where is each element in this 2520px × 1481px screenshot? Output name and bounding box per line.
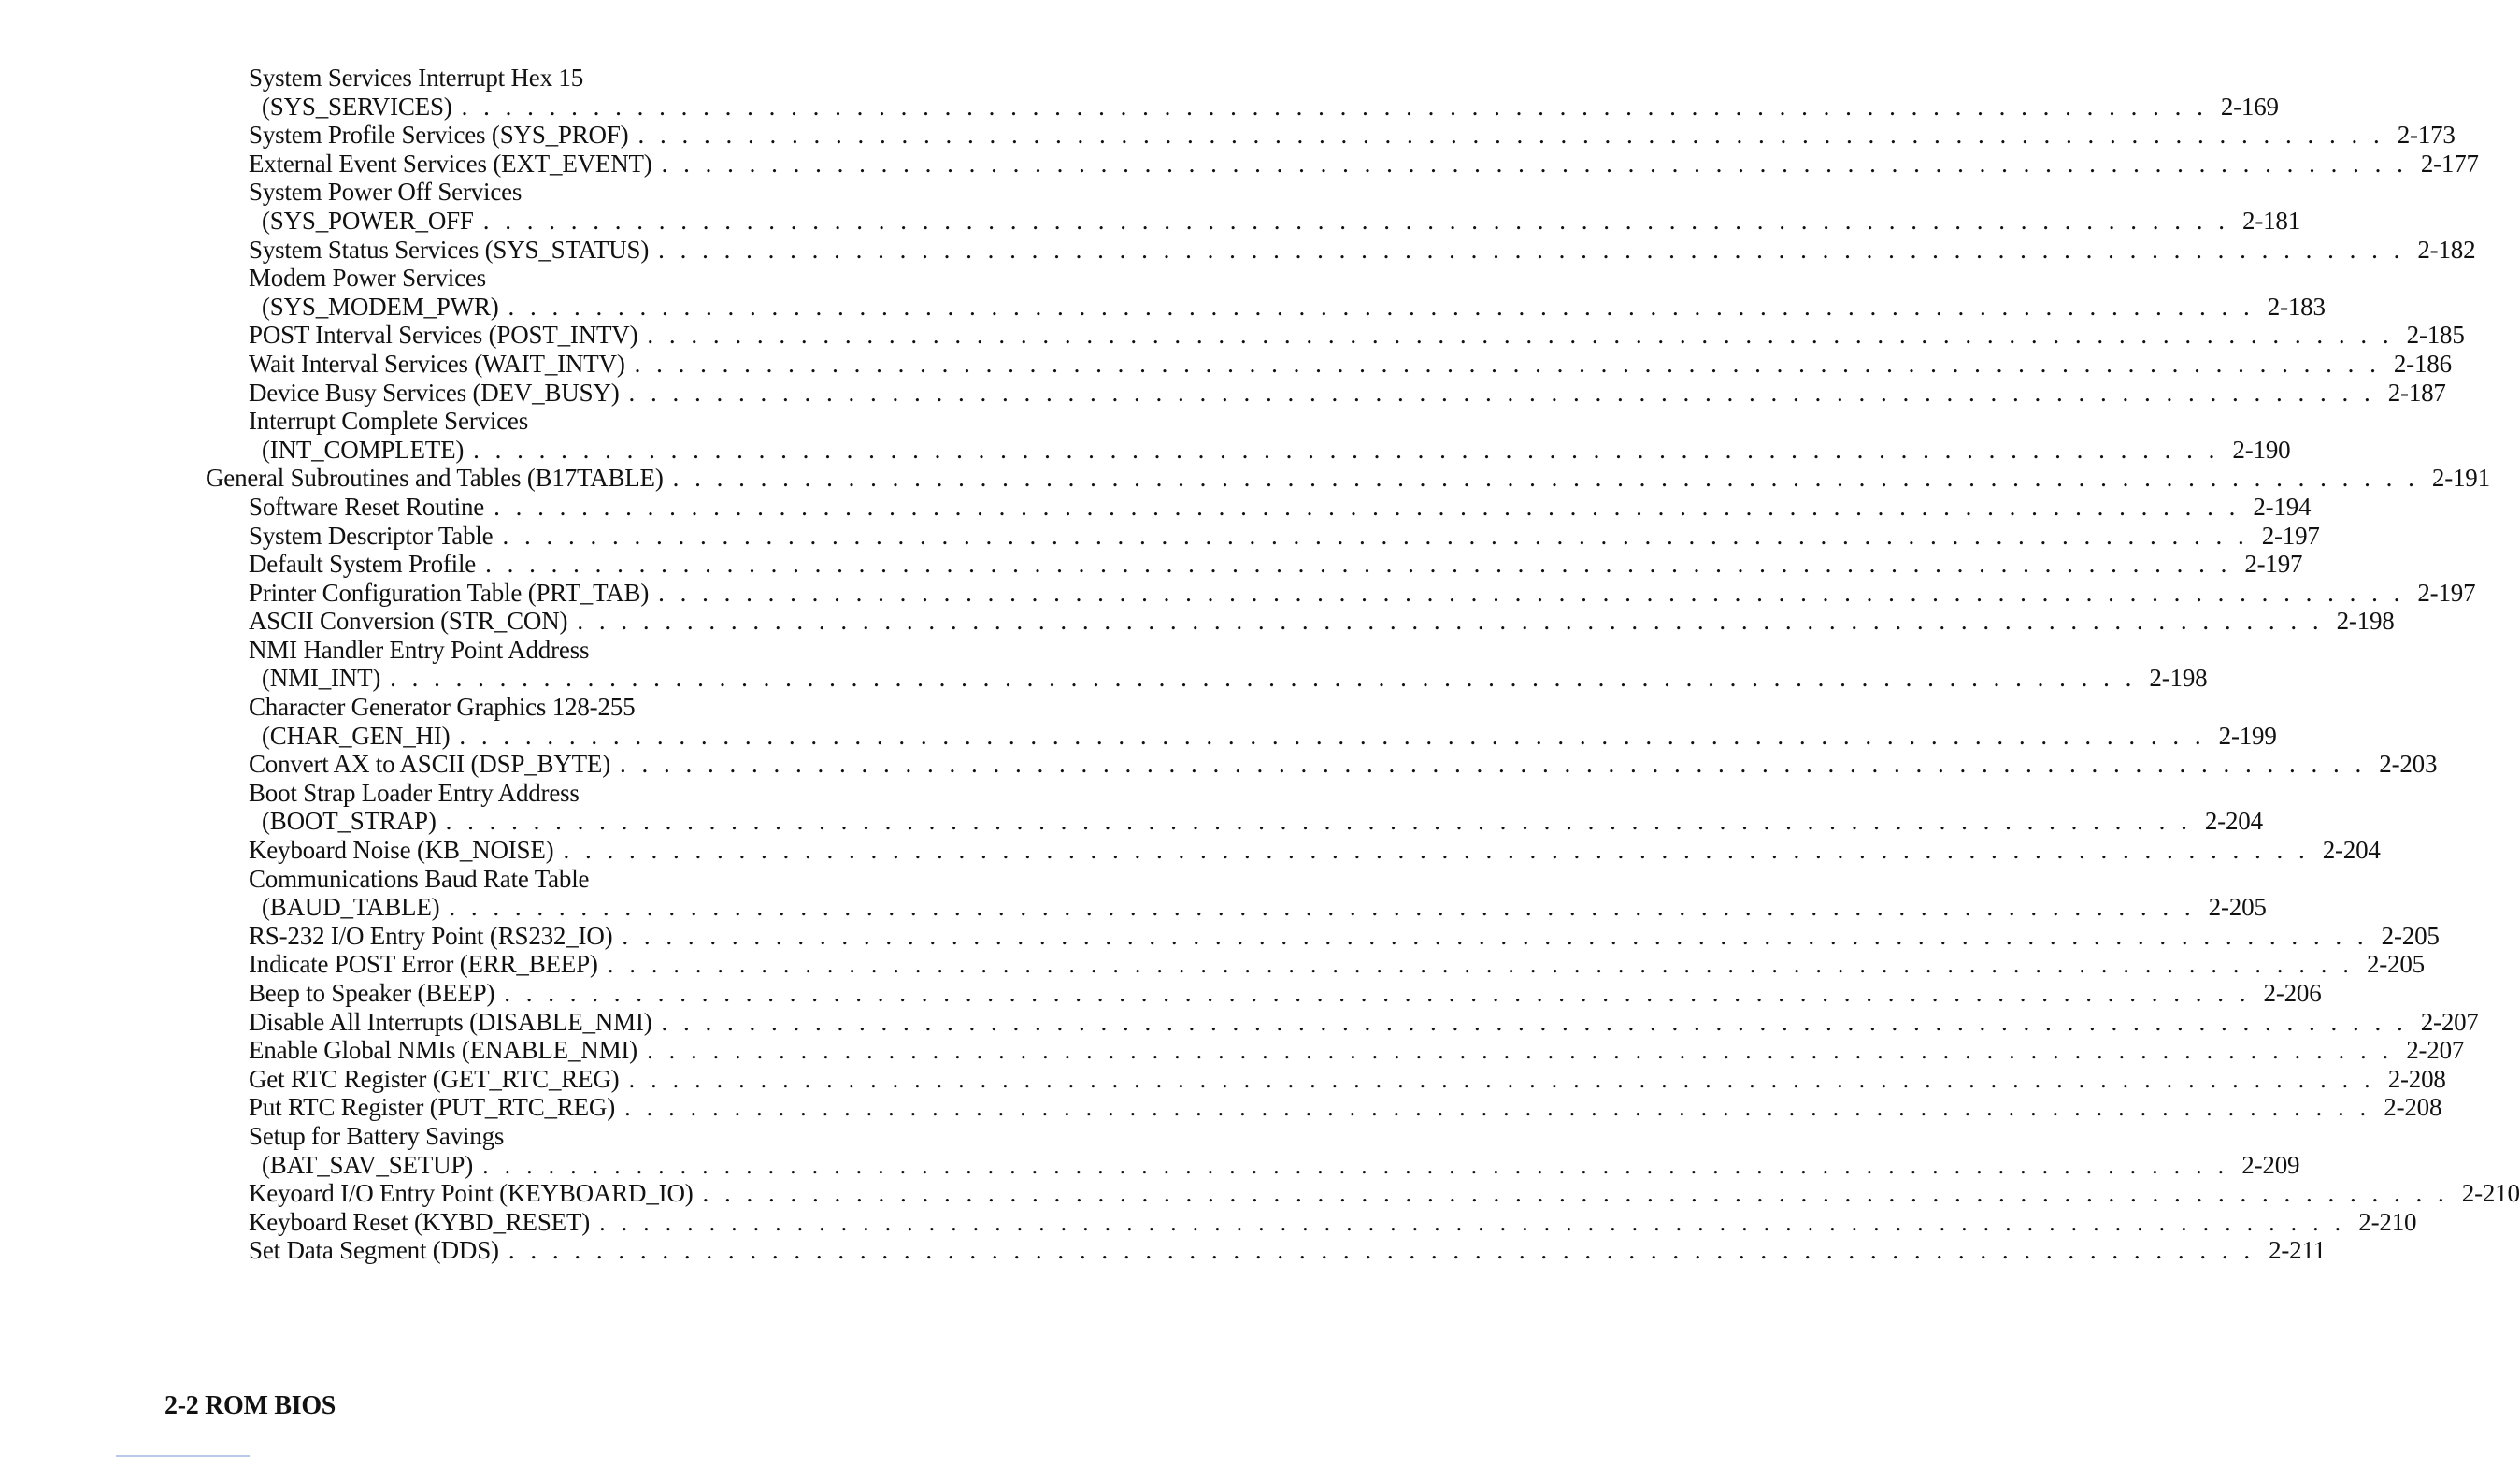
toc-entry-title: Disable All Interrupts (DISABLE_NMI)	[249, 1007, 652, 1036]
toc-entry-page: 2-204	[2204, 807, 2263, 836]
dot-leader: . . . . . . . . . . . . . . . . . . . . . . . . . . . . . . . . . . . . . . . . . . . . . . . . . . . . . . . . . . . . . . . . . . . . . . . . . . . . . . . .	[661, 1007, 2408, 1036]
dot-leader: . . . . . . . . . . . . . . . . . . . . . . . . . . . . . . . . . . . . . . . . . . . . . . . . . . . . . . . . . . . . . . . . . . . . . . . . . . . . . . . .	[494, 492, 2241, 521]
toc-entry-page: 2-181	[2242, 206, 2301, 235]
toc-entry-title: POST Interval Services (POST_INTV)	[249, 321, 638, 350]
toc-entry-page: 2-173	[2397, 121, 2456, 150]
toc-entry-title: System Descriptor Table	[249, 521, 494, 550]
toc-entry-title: (NMI_INT)	[262, 664, 381, 693]
dot-leader: . . . . . . . . . . . . . . . . . . . . . . . . . . . . . . . . . . . . . . . . . . . . . . . . . . . . . . . . . . . . . . . . . . . . . . . . . . . . . . . .	[445, 807, 2192, 836]
toc-entry-title: (CHAR_GEN_HI)	[262, 721, 451, 750]
toc-entry-title: System Status Services (SYS_STATUS)	[249, 235, 650, 264]
dot-leader: . . . . . . . . . . . . . . . . . . . . . . . . . . . . . . . . . . . . . . . . . . . . . . . . . . . . . . . . . . . . . . . . . . . . . . . . . . . . . . . .	[461, 92, 2208, 121]
dot-leader: . . . . . . . . . . . . . . . . . . . . . . . . . . . . . . . . . . . . . . . . . . . . . . . . . . . . . . . . . . . . . . . . . . . . . . . . . . . . . . . .	[628, 1064, 2375, 1093]
toc-entry[interactable]	[206, 807, 2263, 836]
toc-entry[interactable]	[206, 521, 2320, 551]
toc-entry-title: (SYS_SERVICES)	[262, 92, 452, 121]
toc-entry-page: 2-205	[2208, 893, 2267, 922]
toc-entry-page: 2-207	[2420, 1007, 2479, 1036]
toc-entry-title: ASCII Conversion (STR_CON)	[249, 607, 568, 636]
bottom-rule	[116, 1455, 250, 1457]
toc-entry-title: Keyboard Noise (KB_NOISE)	[249, 836, 554, 865]
dot-leader: . . . . . . . . . . . . . . . . . . . . . . . . . . . . . . . . . . . . . . . . . . . . . . . . . . . . . . . . . . . . . . . . . . . . . . . . . . . . . . . .	[658, 578, 2405, 607]
dot-leader: . . . . . . . . . . . . . . . . . . . . . . . . . . . . . . . . . . . . . . . . . . . . . . . . . . . . . . . . . . . . . . . . . . . . . . . . . . . . . . . .	[647, 321, 2394, 350]
toc-entry-title: Convert AX to ASCII (DSP_BYTE)	[249, 750, 611, 779]
toc-entry-page: 2-197	[2417, 578, 2476, 607]
toc-entry-page: 2-186	[2393, 349, 2452, 378]
toc-entry-title: NMI Handler Entry Point Address	[249, 635, 590, 664]
toc-entry-page: 2-194	[2253, 492, 2312, 521]
dot-leader: . . . . . . . . . . . . . . . . . . . . . . . . . . . . . . . . . . . . . . . . . . . . . . . . . . . . . . . . . . . . . . . . . . . . . . . . . . . . . . . .	[390, 664, 2137, 693]
toc-entry-page: 2-185	[2406, 321, 2465, 350]
toc-entry[interactable]	[206, 893, 2267, 922]
dot-leader: . . . . . . . . . . . . . . . . . . . . . . . . . . . . . . . . . . . . . . . . . . . . . . . . . . . . . . . . . . . . . . . . . . . . . . . . . . . . . . . .	[577, 607, 2324, 636]
toc-entry-title: Default System Profile	[249, 550, 477, 579]
toc-entry-page: 2-210	[2461, 1179, 2520, 1208]
dot-leader: . . . . . . . . . . . . . . . . . . . . . . . . . . . . . . . . . . . . . . . . . . . . . . . . . . . . . . . . . . . . . . . . . . . . . . . . . . . . . . . .	[658, 235, 2405, 264]
toc-entry[interactable]	[206, 64, 881, 93]
toc-entry-page: 2-187	[2387, 378, 2446, 407]
toc-entry-title: Software Reset Routine	[249, 492, 485, 521]
toc-entry-page: 2-211	[2269, 1236, 2327, 1265]
toc-entry-title: Boot Strap Loader Entry Address	[249, 778, 580, 807]
toc-entry[interactable]	[206, 550, 2303, 579]
toc-entry-title: General Subroutines and Tables (B17TABLE)	[206, 464, 664, 493]
page-footer: 2-2 ROM BIOS	[165, 1391, 336, 1420]
toc-entry[interactable]	[206, 950, 2425, 979]
toc-entry[interactable]	[206, 1093, 2442, 1122]
toc-entry-page: 2-198	[2149, 664, 2208, 693]
dot-leader: . . . . . . . . . . . . . . . . . . . . . . . . . . . . . . . . . . . . . . . . . . . . . . . . . . . . . . . . . . . . . . . . . . . . . . . . . . . . . . . .	[607, 950, 2354, 979]
toc-entry-page: 2-203	[2379, 750, 2438, 779]
toc-entry[interactable]	[206, 435, 2291, 465]
toc-entry-page: 2-199	[2218, 721, 2277, 750]
toc-entry[interactable]	[206, 378, 2446, 408]
toc-entry-title: Wait Interval Services (WAIT_INTV)	[249, 349, 625, 378]
toc-entry-title: System Power Off Services	[249, 178, 523, 207]
dot-leader: . . . . . . . . . . . . . . . . . . . . . . . . . . . . . . . . . . . . . . . . . . . . . . . . . . . . . . . . . . . . . . . . . . . . . . . . . . . . . . . .	[634, 349, 2381, 378]
toc-entry-page: 2-169	[2220, 92, 2279, 121]
toc-entry-page: 2-207	[2406, 1036, 2465, 1065]
toc-entry[interactable]	[206, 464, 2490, 493]
toc-entry-title: System Profile Services (SYS_PROF)	[249, 121, 629, 150]
toc-entry-title: (BOOT_STRAP)	[262, 807, 437, 836]
toc-entry[interactable]	[206, 664, 2208, 693]
toc-entry[interactable]	[206, 1007, 2479, 1037]
toc-entry-page: 2-205	[2381, 921, 2440, 950]
dot-leader: . . . . . . . . . . . . . . . . . . . . . . . . . . . . . . . . . . . . . . . . . . . . . . . . . . . . . . . . . . . . . . . . . . . . . . . . . . . . . . . .	[504, 979, 2251, 1007]
dot-leader: . . . . . . . . . . . . . . . . . . . . . . . . . . . . . . . . . . . . . . . . . . . . . . . . . . . . . . . . . . . . . . . . . . . . . . . . . . . . . . . .	[508, 1236, 2255, 1265]
toc-entry[interactable]	[206, 921, 2440, 951]
toc-entry-page: 2-182	[2417, 235, 2476, 264]
dot-leader: . . . . . . . . . . . . . . . . . . . . . . . . . . . . . . . . . . . . . . . . . . . . . . . . . . . . . . . . . . . . . . . . . . . . . . . . . . . . . . . .	[661, 149, 2408, 178]
toc-entry[interactable]	[206, 121, 2456, 150]
dot-leader: . . . . . . . . . . . . . . . . . . . . . . . . . . . . . . . . . . . . . . . . . . . . . . . . . . . . . . . . . . . . . . . . . . . . . . . . . . . . . . . .	[482, 206, 2230, 235]
toc-entry[interactable]	[206, 407, 881, 436]
toc-entry[interactable]	[206, 1122, 881, 1151]
toc-entry[interactable]	[206, 492, 2312, 522]
toc-entry-title: Set Data Segment (DDS)	[249, 1236, 499, 1265]
toc-entry-title: Put RTC Register (PUT_RTC_REG)	[249, 1093, 616, 1122]
toc-entry[interactable]	[206, 1207, 2417, 1237]
toc-entry-page: 2-206	[2263, 979, 2322, 1007]
toc-entry[interactable]	[206, 264, 881, 293]
toc-entry-page: 2-208	[2384, 1093, 2442, 1122]
toc-entry-title: (SYS_POWER_OFF	[262, 206, 474, 235]
toc-entry-title: Interrupt Complete Services	[249, 407, 529, 436]
dot-leader: . . . . . . . . . . . . . . . . . . . . . . . . . . . . . . . . . . . . . . . . . . . . . . . . . . . . . . . . . . . . . . . . . . . . . . . . . . . . . . . .	[459, 721, 2206, 750]
toc-entry-page: 2-197	[2261, 521, 2320, 550]
toc-entry[interactable]	[206, 578, 2476, 608]
toc-entry[interactable]	[206, 206, 2301, 236]
dot-leader: . . . . . . . . . . . . . . . . . . . . . . . . . . . . . . . . . . . . . . . . . . . . . . . . . . . . . . . . . . . . . . . . . . . . . . . . . . . . . . . .	[482, 1150, 2229, 1179]
dot-leader: . . . . . . . . . . . . . . . . . . . . . . . . . . . . . . . . . . . . . . . . . . . . . . . . . . . . . . . . . . . . . . . . . . . . . . . . . . . . . . . .	[599, 1207, 2346, 1236]
toc-entry[interactable]	[206, 865, 881, 894]
toc-entry[interactable]	[206, 321, 2465, 350]
toc-entry-title: (SYS_MODEM_PWR)	[262, 292, 499, 321]
toc-entry[interactable]	[206, 1036, 2465, 1065]
toc-entry[interactable]	[206, 1064, 2446, 1094]
toc-entry-title: Enable Global NMIs (ENABLE_NMI)	[249, 1036, 637, 1065]
toc-entry-page: 2-191	[2431, 464, 2490, 493]
toc-entry-page: 2-198	[2336, 607, 2395, 636]
dot-leader: . . . . . . . . . . . . . . . . . . . . . . . . . . . . . . . . . . . . . . . . . . . . . . . . . . . . . . . . . . . . . . . . . . . . . . . . . . . . . . . .	[672, 464, 2419, 493]
table-of-contents	[206, 64, 2520, 1265]
dot-leader: . . . . . . . . . . . . . . . . . . . . . . . . . . . . . . . . . . . . . . . . . . . . . . . . . . . . . . . . . . . . . . . . . . . . . . . . . . . . . . . .	[449, 893, 2196, 922]
toc-entry[interactable]	[206, 349, 2452, 379]
toc-entry-title: Device Busy Services (DEV_BUSY)	[249, 378, 620, 407]
toc-entry[interactable]	[206, 92, 2279, 122]
toc-entry[interactable]	[206, 1150, 2300, 1180]
toc-entry-title: Character Generator Graphics 128-255	[249, 693, 636, 722]
dot-leader: . . . . . . . . . . . . . . . . . . . . . . . . . . . . . . . . . . . . . . . . . . . . . . . . . . . . . . . . . . . . . . . . . . . . . . . . . . . . . . . .	[646, 1036, 2394, 1065]
toc-entry-title: (BAT_SAV_SETUP)	[262, 1150, 474, 1179]
toc-entry-title: System Services Interrupt Hex 15	[249, 64, 584, 92]
toc-entry[interactable]	[206, 292, 2326, 322]
toc-entry-title: RS-232 I/O Entry Point (RS232_IO)	[249, 921, 613, 950]
toc-entry-title: Beep to Speaker (BEEP)	[249, 979, 495, 1007]
toc-entry-title: (INT_COMPLETE)	[262, 435, 465, 464]
toc-entry[interactable]	[206, 636, 881, 665]
dot-leader: . . . . . . . . . . . . . . . . . . . . . . . . . . . . . . . . . . . . . . . . . . . . . . . . . . . . . . . . . . . . . . . . . . . . . . . . . . . . . . . .	[473, 435, 2220, 464]
toc-entry-title: Setup for Battery Savings	[249, 1121, 505, 1150]
toc-entry-page: 2-209	[2241, 1150, 2300, 1179]
toc-entry[interactable]	[206, 235, 2476, 265]
toc-entry[interactable]	[206, 693, 881, 722]
toc-entry-title: External Event Services (EXT_EVENT)	[249, 149, 652, 178]
toc-entry[interactable]	[206, 979, 2322, 1008]
toc-entry-page: 2-197	[2244, 550, 2303, 579]
toc-entry[interactable]	[206, 1236, 2327, 1265]
toc-entry-page: 2-190	[2232, 435, 2291, 464]
toc-entry-title: Get RTC Register (GET_RTC_REG)	[249, 1064, 620, 1093]
toc-entry-title: Modem Power Services	[249, 264, 486, 293]
toc-entry[interactable]	[206, 149, 2479, 179]
dot-leader: . . . . . . . . . . . . . . . . . . . . . . . . . . . . . . . . . . . . . . . . . . . . . . . . . . . . . . . . . . . . . . . . . . . . . . . . . . . . . . . .	[628, 378, 2375, 407]
toc-entry-title: Indicate POST Error (ERR_BEEP)	[249, 950, 598, 979]
dot-leader: . . . . . . . . . . . . . . . . . . . . . . . . . . . . . . . . . . . . . . . . . . . . . . . . . . . . . . . . . . . . . . . . . . . . . . . . . . . . . . . .	[620, 750, 2367, 779]
toc-entry-title: Keyoard I/O Entry Point (KEYBOARD_IO)	[249, 1179, 694, 1208]
toc-entry[interactable]	[206, 721, 2277, 751]
toc-entry-page: 2-205	[2366, 950, 2425, 979]
toc-entry-page: 2-204	[2322, 836, 2381, 865]
dot-leader: . . . . . . . . . . . . . . . . . . . . . . . . . . . . . . . . . . . . . . . . . . . . . . . . . . . . . . . . . . . . . . . . . . . . . . . . . . . . . . . .	[637, 121, 2384, 150]
toc-entry[interactable]	[206, 1179, 2520, 1208]
toc-entry[interactable]	[206, 178, 881, 207]
dot-leader: . . . . . . . . . . . . . . . . . . . . . . . . . . . . . . . . . . . . . . . . . . . . . . . . . . . . . . . . . . . . . . . . . . . . . . . . . . . . . . . .	[502, 521, 2249, 550]
toc-entry-page: 2-183	[2267, 292, 2326, 321]
dot-leader: . . . . . . . . . . . . . . . . . . . . . . . . . . . . . . . . . . . . . . . . . . . . . . . . . . . . . . . . . . . . . . . . . . . . . . . . . . . . . . . .	[622, 921, 2369, 950]
dot-leader: . . . . . . . . . . . . . . . . . . . . . . . . . . . . . . . . . . . . . . . . . . . . . . . . . . . . . . . . . . . . . . . . . . . . . . . . . . . . . . . .	[563, 836, 2310, 865]
toc-entry[interactable]	[206, 836, 2381, 865]
toc-entry-page: 2-208	[2387, 1064, 2446, 1093]
dot-leader: . . . . . . . . . . . . . . . . . . . . . . . . . . . . . . . . . . . . . . . . . . . . . . . . . . . . . . . . . . . . . . . . . . . . . . . . . . . . . . . .	[485, 550, 2232, 579]
toc-entry[interactable]	[206, 779, 881, 808]
toc-entry-title: (BAUD_TABLE)	[262, 893, 440, 922]
dot-leader: . . . . . . . . . . . . . . . . . . . . . . . . . . . . . . . . . . . . . . . . . . . . . . . . . . . . . . . . . . . . . . . . . . . . . . . . . . . . . . . .	[508, 292, 2255, 321]
toc-entry-title: Keyboard Reset (KYBD_RESET)	[249, 1207, 591, 1236]
toc-entry-page: 2-210	[2358, 1207, 2417, 1236]
dot-leader: . . . . . . . . . . . . . . . . . . . . . . . . . . . . . . . . . . . . . . . . . . . . . . . . . . . . . . . . . . . . . . . . . . . . . . . . . . . . . . . .	[702, 1179, 2449, 1208]
toc-entry-title: Communications Baud Rate Table	[249, 864, 590, 893]
toc-entry-page: 2-177	[2420, 149, 2479, 178]
dot-leader: . . . . . . . . . . . . . . . . . . . . . . . . . . . . . . . . . . . . . . . . . . . . . . . . . . . . . . . . . . . . . . . . . . . . . . . . . . . . . . . .	[624, 1093, 2371, 1122]
toc-entry-title: Printer Configuration Table (PRT_TAB)	[249, 578, 650, 607]
toc-entry[interactable]	[206, 750, 2438, 779]
toc-entry[interactable]	[206, 607, 2395, 636]
